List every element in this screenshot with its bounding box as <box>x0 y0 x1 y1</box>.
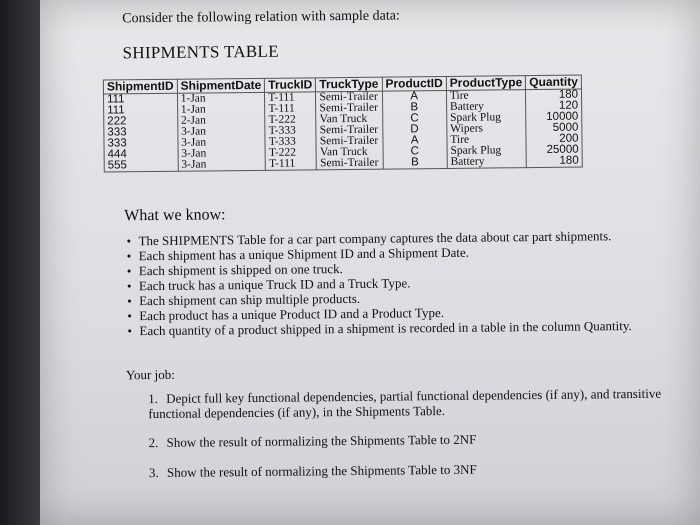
cell-shipmentid: 333 <box>104 138 178 150</box>
cell-quantity: 200 <box>526 134 582 146</box>
col-header-truckid: TruckID <box>265 78 316 93</box>
cell-truckid: T-111 <box>265 92 316 104</box>
shipments-table <box>103 75 583 173</box>
cell-shipmentid: 444 <box>104 149 178 161</box>
cell-trucktype: Semi-Trailer <box>316 103 382 115</box>
cell-trucktype: Semi-Trailer <box>316 91 382 103</box>
fact-item: • Each shipment has a unique Shipment ID and a Shipment Date. <box>139 242 699 263</box>
cell-shipmentdate: 3-Jan <box>178 126 266 138</box>
cell-shipmentdate: 1-Jan <box>177 104 265 116</box>
cell-productid: C <box>383 146 447 158</box>
fact-item: • The SHIPMENTS Table for a car part company captures the data about car part shipments. <box>138 227 698 248</box>
intro-text: Consider the following relation with sample data: <box>122 8 400 27</box>
cell-trucktype: Semi-Trailer <box>317 158 383 170</box>
cell-truckid: T-333 <box>265 125 316 137</box>
cell-shipmentdate: 2-Jan <box>177 115 265 127</box>
cell-shipmentid: 111 <box>104 105 178 117</box>
table-title: SHIPMENTS TABLE <box>122 41 279 63</box>
task-number: 3. <box>148 464 159 481</box>
cell-producttype: Tire <box>446 90 526 102</box>
col-header-producttype: ProductType <box>446 76 526 91</box>
cell-quantity: 180 <box>526 89 582 101</box>
assignment-page <box>60 0 695 525</box>
cell-shipmentid: 333 <box>104 127 178 139</box>
fact-item: • Each product has a unique Product ID and a Product Type. <box>139 302 699 323</box>
cell-producttype: Wipers <box>447 123 527 135</box>
task-item <box>149 432 477 450</box>
task-text: Depict full key functional dependencies, partial functional dependencies (if any), and transitive functional dependencies (if any), in the Shipments Table. <box>148 385 662 422</box>
cell-shipmentdate: 3-Jan <box>178 137 266 149</box>
task-number: 2. <box>148 434 159 451</box>
cell-shipmentid: 111 <box>103 93 177 105</box>
fact-item: • Each shipment is shipped on one truck. <box>139 257 699 278</box>
cell-quantity: 10000 <box>526 112 582 124</box>
cell-quantity: 5000 <box>526 123 582 135</box>
cell-trucktype: Van Truck <box>316 114 382 126</box>
what-we-know-heading: What we know: <box>124 206 226 225</box>
cell-producttype: Spark Plug <box>447 112 527 124</box>
task-number: 1. <box>148 390 159 407</box>
cell-producttype: Spark Plug <box>447 145 527 157</box>
cell-trucktype: Semi-Trailer <box>316 136 382 148</box>
cell-producttype: Tire <box>447 134 527 146</box>
cell-quantity: 180 <box>526 156 582 168</box>
col-header-trucktype: TruckType <box>316 77 382 92</box>
cell-shipmentdate: 1-Jan <box>177 92 265 104</box>
cell-shipmentdate: 3-Jan <box>178 159 266 171</box>
cell-shipmentid: 555 <box>104 160 178 172</box>
facts-list <box>124 227 699 338</box>
cell-shipmentdate: 3-Jan <box>178 148 266 160</box>
cell-truckid: T-222 <box>265 114 316 126</box>
cell-producttype: Battery <box>447 156 527 168</box>
cell-trucktype: Van Truck <box>316 147 382 159</box>
monitor-bezel <box>0 0 40 525</box>
task-text: Show the result of normalizing the Shipments Table to 2NF <box>166 431 477 450</box>
cell-productid: C <box>382 113 446 125</box>
cell-truckid: T-222 <box>265 147 316 159</box>
cell-truckid: T-333 <box>265 136 316 148</box>
cell-productid: D <box>382 124 446 136</box>
cell-truckid: T-111 <box>266 158 317 170</box>
cell-truckid: T-111 <box>265 103 316 115</box>
cell-productid: B <box>382 102 446 114</box>
cell-productid: A <box>382 90 446 102</box>
col-header-shipmentid: ShipmentID <box>103 79 177 94</box>
task-item <box>148 386 668 421</box>
cell-quantity: 25000 <box>526 145 582 157</box>
your-job-heading: Your job: <box>125 366 175 383</box>
col-header-productid: ProductID <box>382 76 446 91</box>
cell-productid: A <box>382 135 446 147</box>
task-text: Show the result of normalizing the Shipments Table to 3NF <box>166 461 477 480</box>
fact-item: • Each truck has a unique Truck ID and a Truck Type. <box>139 272 699 293</box>
col-header-quantity: Quantity <box>526 75 582 90</box>
fact-item: • Each quantity of a product shipped in a shipment is recorded in a table in the column Quantity. <box>139 317 699 338</box>
cell-productid: B <box>383 157 447 169</box>
cell-shipmentid: 222 <box>104 116 178 128</box>
cell-producttype: Battery <box>446 101 526 113</box>
cell-quantity: 120 <box>526 101 582 113</box>
cell-trucktype: Semi-Trailer <box>316 125 382 137</box>
fact-item: • Each shipment can ship multiple products. <box>139 287 699 308</box>
task-item <box>149 462 477 480</box>
col-header-shipmentdate: ShipmentDate <box>177 78 265 93</box>
